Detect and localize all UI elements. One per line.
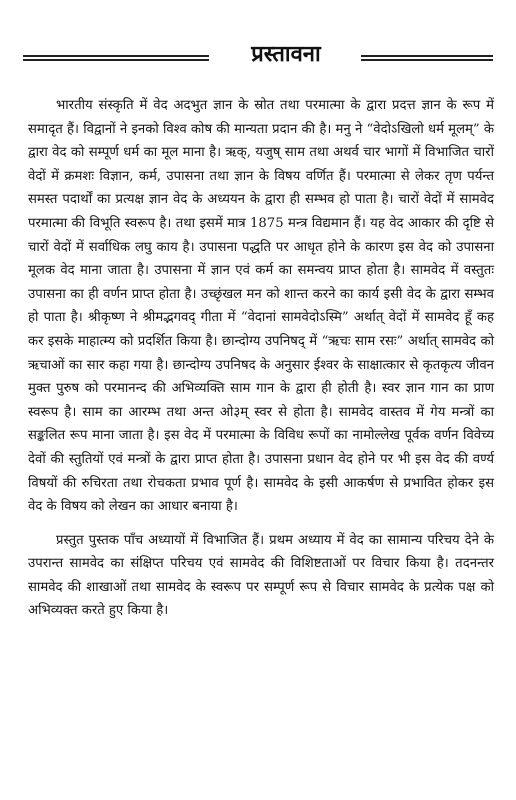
page-heading: प्रस्तावना: [251, 42, 321, 67]
paragraph-1: भारतीय संस्कृति में वेद अदभुत ज्ञान के स्रोत तथा परमात्मा के द्वारा प्रदत्त ज्ञान के रूप में समादृत हैं। विद्वानों ने इनको विश्व कोष की मान्यता प्रदान की है। मनु ने “वेदोऽखिलो धर्म मूलम्” के द्वारा वेद को सम्पूर्ण धर्म का मूल माना है। ऋक्, यजुष् साम तथा अथर्व चार भागों में विभाजित चारों वेदों में क्रमशः विज्ञान, कर्म, उपासना तथा ज्ञान के विषय वर्णित हैं। परमात्मा से लेकर तृण पर्यन्त समस्त पदार्थों का प्रत्यक्ष ज्ञान वेद के अध्ययन के द्वारा ही सम्भव हो पाता है। चारों वेदों में सामवेद परमात्मा की विभूति स्वरूप है। तथा इसमें मात्र 1875 मन्त्र विद्यमान हैं। यह वेद आकार की दृष्टि से चारों वेदों में सर्वाधिक लघु काय है। उपासना पद्धति पर आधृत होने के कारण इस वेद को उपासना मूलक वेद माना जाता है। उपासना में ज्ञान एवं कर्म का समन्वय प्राप्त होता है। सामवेद में वस्तुतः उपासना का ही वर्णन प्राप्त होता है। उच्छृंखल मन को शान्त करने का कार्य इसी वेद के द्वारा सम्भव हो पाता है। श्रीकृष्ण ने श्रीमद्भगवद् गीता में “वेदानां सामवेदोऽस्मि” अर्थात् वेदों में सामवेद हूँ कह कर इसके माहात्म्य को प्रदर्शित किया है। छान्दोग्य उपनिषद् में “ऋचः साम रसः” अर्थात् सामवेद को ऋचाओं का सार कहा गया है। छान्दोग्य उपनिषद के अनुसार ईश्वर के साक्षात्कार से कृतकृत्य जीवन मुक्त पुरुष को परमानन्द की अभिव्यक्ति साम गान के द्वारा ही होती है। स्वर ज्ञान गान का प्राण स्वरूप है। साम का आरम्भ तथा अन्त ओ३म् स्वर से होता है। सामवेद वास्तव में गेय मन्त्रों का सङ्कलित रूप माना जाता है। इस वेद में परमात्मा के विविध रूपों का नामोल्लेख पूर्वक वर्णन विवेच्य देवों की स्तुतियों एवं मन्त्रों के द्वारा प्राप्त होता है। उपासना प्रधान वेद होने पर भी इस वेद की वर्ण्य विषयों की रुचिरता तथा रोचकता प्रभाव पूर्ण है। सामवेद के इसी आकर्षण से प्रभावित होकर इस वेद के विषय को लेखन का आधार बनाया है।: [28, 98, 494, 515]
heading-rule-right: [361, 55, 493, 61]
body-text: [28, 94, 494, 623]
heading-rule-left: [23, 55, 209, 61]
paragraph-2: प्रस्तुत पुस्तक पाँच अध्यायों में विभाजित हैं। प्रथम अध्याय में वेद का सामान्य परिचय देने के उपरान्त सामवेद का संक्षिप्त परिचय एवं सामवेद की विशिष्टताओं पर विचार किया है। तदनन्तर सामवेद की शाखाओं तथा सामवेद के स्वरूप पर सम्पूर्ण रूप से विचार सामवेद के प्रत्येक पक्ष को अभिव्यक्त करते हुए किया है।: [28, 532, 494, 619]
heading-banner: [23, 42, 493, 72]
